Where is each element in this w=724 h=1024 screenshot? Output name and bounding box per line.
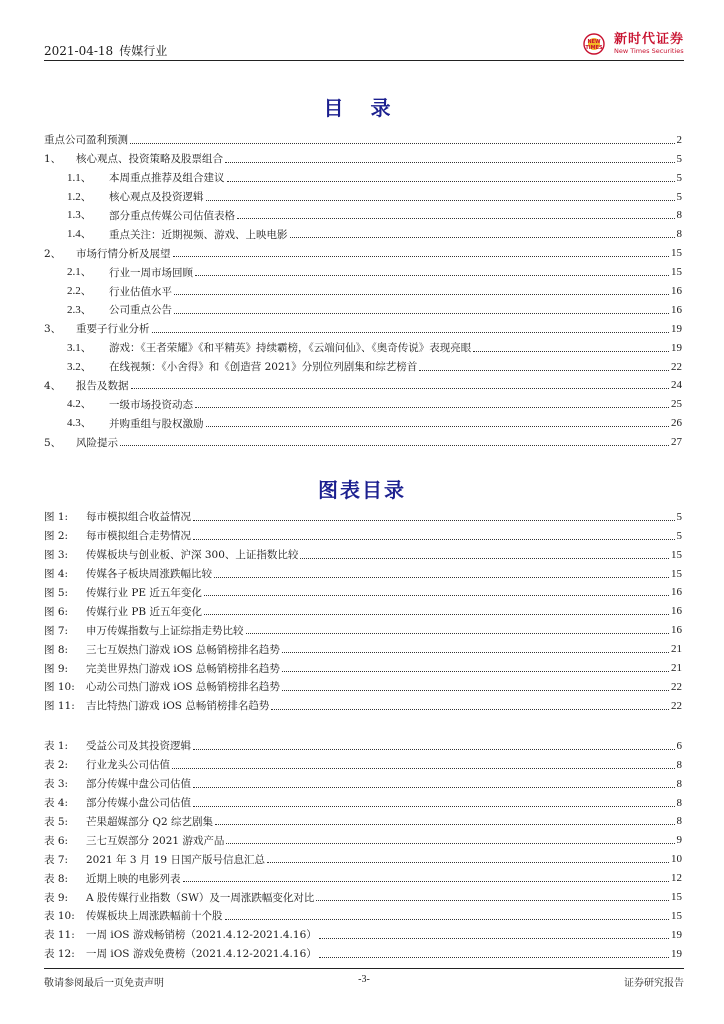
toc-entry-number: 1、: [44, 153, 62, 166]
toc-entry-leader: [195, 275, 669, 276]
figure-entry-page: 22: [671, 699, 682, 712]
figure-entry-label: 传媒各子板块周涨跌幅比较: [86, 568, 212, 581]
company-logo: [578, 30, 684, 58]
toc-entry-leader: [152, 332, 670, 333]
toc-entry-leader: [225, 162, 675, 163]
toc-entry-label: 市场行情分析及展望: [76, 247, 171, 260]
toc-entry-number: 1.2、: [67, 190, 92, 203]
toc-entry-leader: [419, 370, 669, 371]
table-entry-page: 15: [671, 909, 682, 922]
figure-entry-leader: [300, 558, 669, 559]
toc-entry-leader: [473, 351, 669, 352]
toc-entry[interactable]: [44, 221, 682, 240]
figure-entry-leader: [193, 539, 675, 540]
toc-entry-label: 一级市场投资动态: [109, 398, 193, 411]
toc-entry-page: 8: [676, 228, 682, 241]
figure-entry[interactable]: [44, 580, 682, 599]
figure-entry-label: 每市模拟组合收益情况: [86, 511, 191, 524]
toc-entry-label: 核心观点及投资逻辑: [109, 191, 204, 204]
table-entry-page: 15: [671, 891, 682, 904]
toc-entry-number: 4.2、: [67, 398, 92, 411]
figure-entry-page: 5: [676, 510, 682, 523]
toc-entry[interactable]: [44, 165, 682, 184]
figure-entry[interactable]: [44, 542, 682, 561]
toc-entry-label: 在线视频：《小舍得》和《创造营 2021》分别位列剧集和综艺榜首: [109, 361, 418, 374]
table-entry-page: 6: [676, 739, 682, 752]
toc-entry-label: 行业一周市场回顾: [109, 266, 193, 279]
figure-entry-label: 申万传媒指数与上证综指走势比较: [86, 624, 244, 637]
figure-entry-label: 吉比特热门游戏 iOS 总畅销榜排名趋势: [86, 700, 270, 713]
table-entry-label: 部分传媒小盘公司估值: [86, 797, 191, 810]
toc-title: 目 录: [323, 96, 401, 120]
table-entry-number: 表 4:: [44, 797, 69, 810]
figure-entry-page: 5: [676, 529, 682, 542]
toc-entry[interactable]: [44, 410, 682, 429]
table-of-contents: [44, 127, 682, 448]
table-entry-number: 表 8:: [44, 872, 69, 885]
table-entry-page: 12: [671, 872, 682, 885]
toc-entry[interactable]: [44, 146, 682, 165]
table-entry-number: 表 1:: [44, 740, 69, 753]
table-entry-leader: [193, 749, 675, 750]
toc-entry[interactable]: [44, 391, 682, 410]
figure-entry-number: 图 11:: [44, 700, 75, 713]
toc-entry-page: 26: [671, 417, 682, 430]
toc-entry-number: 4、: [44, 379, 62, 392]
toc-entry-number: 2.1、: [67, 266, 92, 279]
table-entry-leader: [267, 862, 669, 863]
toc-entry[interactable]: [44, 354, 682, 373]
toc-entry-number: 3.1、: [67, 341, 92, 354]
table-entry-label: 近期上映的电影列表: [86, 872, 181, 885]
toc-entry-leader: [130, 143, 675, 144]
table-entry[interactable]: [44, 884, 682, 903]
toc-entry-leader: [120, 445, 669, 446]
figure-entry-page: 16: [671, 586, 682, 599]
figure-entry-number: 图 6:: [44, 605, 69, 618]
toc-entry-page: 16: [671, 303, 682, 316]
figure-entry-number: 图 2:: [44, 530, 69, 543]
toc-entry-number: 1.3、: [67, 209, 92, 222]
logo-chinese-name: 新时代证券: [613, 32, 684, 48]
toc-entry[interactable]: [44, 203, 682, 222]
figure-entry-label: 传媒行业 PB 近五年变化: [86, 605, 202, 618]
table-entry-number: 表 12:: [44, 948, 75, 961]
toc-entry-page: 27: [671, 436, 682, 449]
table-entry-label: 2021 年 3 月 19 日国产版号信息汇总: [86, 853, 265, 866]
figure-entry-label: 三七互娱热门游戏 iOS 总畅销榜排名趋势: [86, 643, 280, 656]
table-entry[interactable]: [44, 752, 682, 771]
figure-entry-leader: [246, 633, 670, 634]
table-entry-label: 一周 iOS 游戏免费榜（2021.4.12-2021.4.16）: [86, 948, 317, 961]
toc-entry-label: 部分重点传媒公司估值表格: [109, 209, 235, 222]
figure-entry[interactable]: [44, 693, 682, 712]
table-entry-label: 行业龙头公司估值: [86, 759, 170, 772]
figure-entry[interactable]: [44, 636, 682, 655]
table-entry[interactable]: [44, 941, 682, 960]
toc-entry-page: 2: [676, 133, 682, 146]
table-entry[interactable]: [44, 809, 682, 828]
table-list: [44, 733, 682, 960]
toc-entry-leader: [173, 256, 670, 257]
figure-entry-number: 图 8:: [44, 643, 69, 656]
table-entry-number: 表 5:: [44, 815, 69, 828]
toc-entry-page: 22: [671, 360, 682, 373]
figure-entry-page: 15: [671, 567, 682, 580]
toc-entry[interactable]: [44, 335, 682, 354]
table-entry-page: 19: [671, 928, 682, 941]
toc-entry-leader: [174, 313, 669, 314]
toc-entry-page: 15: [671, 247, 682, 260]
figure-entry-label: 传媒板块与创业板、沪深 300、上证指数比较: [86, 549, 299, 562]
report-date: 2021-04-18: [44, 44, 114, 58]
toc-entry[interactable]: [44, 429, 682, 448]
report-type: 证券研究报告: [624, 978, 684, 989]
figure-entry-leader: [282, 690, 669, 691]
table-entry-label: 一周 iOS 游戏畅销榜（2021.4.12-2021.4.16）: [86, 929, 317, 942]
page-footer: [44, 968, 684, 987]
toc-entry[interactable]: [44, 297, 682, 316]
table-entry[interactable]: [44, 827, 682, 846]
figure-index-title: 图表目录: [318, 478, 406, 502]
toc-entry[interactable]: [44, 373, 682, 392]
table-entry-page: 19: [671, 947, 682, 960]
toc-entry-number: 5、: [44, 436, 62, 449]
table-entry-leader: [215, 824, 675, 825]
figure-entry[interactable]: [44, 504, 682, 523]
table-entry[interactable]: [44, 790, 682, 809]
table-entry-leader: [193, 806, 675, 807]
table-entry-page: 8: [676, 796, 682, 809]
table-entry[interactable]: [44, 733, 682, 752]
figure-entry[interactable]: [44, 617, 682, 636]
toc-entry[interactable]: [44, 259, 682, 278]
header-date-industry: [44, 42, 167, 59]
toc-entry-page: 25: [671, 398, 682, 411]
table-entry-leader: [316, 900, 669, 901]
figure-entry-number: 图 5:: [44, 586, 69, 599]
table-entry-page: 8: [676, 758, 682, 771]
table-entry[interactable]: [44, 922, 682, 941]
table-entry-number: 表 7:: [44, 853, 69, 866]
toc-entry-page: 24: [671, 379, 682, 392]
table-entry-page: 8: [676, 815, 682, 828]
toc-entry-leader: [195, 407, 669, 408]
toc-entry-page: 15: [671, 266, 682, 279]
figure-entry-leader: [282, 652, 669, 653]
toc-entry[interactable]: [44, 278, 682, 297]
figure-entry-page: 21: [671, 662, 682, 675]
figure-entry-label: 传媒行业 PE 近五年变化: [86, 586, 202, 599]
figure-entry-page: 16: [671, 605, 682, 618]
table-entry-number: 表 3:: [44, 778, 69, 791]
table-entry[interactable]: [44, 846, 682, 865]
toc-entry[interactable]: [44, 316, 682, 335]
table-entry-label: 芒果超媒部分 Q2 综艺剧集: [86, 815, 213, 828]
figure-entry-leader: [204, 614, 669, 615]
figure-entry-number: 图 10:: [44, 681, 75, 694]
toc-entry-number: 1.1、: [67, 171, 92, 184]
table-entry-label: 受益公司及其投资逻辑: [86, 740, 191, 753]
toc-entry-page: 19: [671, 341, 682, 354]
toc-entry-label: 重点关注：近期视频、游戏、上映电影: [109, 228, 288, 241]
logo-english-name: New Times Securities: [613, 47, 684, 56]
page-number: -3-: [358, 974, 370, 985]
toc-entry-page: 16: [671, 285, 682, 298]
svg-text:TIMES: TIMES: [585, 45, 603, 51]
figure-entry-page: 15: [671, 548, 682, 561]
figure-entry[interactable]: [44, 523, 682, 542]
figure-entry-page: 21: [671, 643, 682, 656]
toc-entry-leader: [206, 200, 675, 201]
table-entry-number: 表 6:: [44, 834, 69, 847]
header-divider: [44, 60, 684, 61]
toc-entry-number: 1.4、: [67, 228, 92, 241]
toc-entry-number: 3、: [44, 323, 62, 336]
toc-entry[interactable]: [44, 184, 682, 203]
toc-entry-leader: [237, 218, 675, 219]
toc-entry-leader: [131, 388, 670, 389]
page-header: [44, 30, 684, 60]
toc-entry-page: 19: [671, 322, 682, 335]
figure-entry[interactable]: [44, 561, 682, 580]
toc-entry-label: 公司重点公告: [109, 304, 172, 317]
toc-entry-number: 3.2、: [67, 360, 92, 373]
figure-entry-leader: [282, 671, 669, 672]
table-entry-label: A 股传媒行业指数（SW）及一周涨跌幅变化对比: [86, 891, 315, 904]
toc-entry-leader: [290, 237, 675, 238]
table-entry-number: 表 10:: [44, 910, 75, 923]
table-entry[interactable]: [44, 903, 682, 922]
table-entry-page: 9: [676, 834, 682, 847]
table-entry-page: 10: [671, 853, 682, 866]
figure-entry-number: 图 1:: [44, 511, 69, 524]
toc-entry-leader: [227, 181, 675, 182]
toc-entry[interactable]: [44, 240, 682, 259]
table-entry-number: 表 2:: [44, 759, 69, 772]
svg-text:NEW: NEW: [587, 39, 601, 45]
table-entry-leader: [172, 768, 675, 769]
table-entry-leader: [319, 938, 669, 939]
table-entry-label: 传媒板块上周涨跌幅前十个股: [86, 910, 223, 923]
table-entry-number: 表 9:: [44, 891, 69, 904]
figure-entry-label: 完美世界热门游戏 iOS 总畅销榜排名趋势: [86, 662, 280, 675]
figure-entry-number: 图 4:: [44, 568, 69, 581]
toc-entry-page: 8: [676, 209, 682, 222]
toc-entry-label: 重点公司盈利预测: [44, 134, 128, 147]
figure-list: [44, 504, 682, 712]
toc-entry-number: 2.3、: [67, 303, 92, 316]
figure-entry-label: 每市模拟组合走势情况: [86, 530, 191, 543]
figure-entry-page: 16: [671, 624, 682, 637]
toc-entry-label: 本周重点推荐及组合建议: [109, 172, 225, 185]
new-times-logo-icon: [578, 32, 610, 56]
toc-entry-label: 并购重组与股权激励: [109, 417, 204, 430]
figure-entry-label: 心动公司热门游戏 iOS 总畅销榜排名趋势: [86, 681, 280, 694]
toc-entry-label: 重要子行业分析: [76, 323, 150, 336]
toc-entry-number: 2、: [44, 247, 62, 260]
table-entry-leader: [226, 843, 674, 844]
toc-entry-label: 风险提示: [76, 436, 118, 449]
figure-entry-number: 图 7:: [44, 624, 69, 637]
toc-entry-page: 5: [676, 152, 682, 165]
toc-entry-page: 5: [676, 171, 682, 184]
figure-entry[interactable]: [44, 674, 682, 693]
toc-entry-label: 行业估值水平: [109, 285, 172, 298]
table-entry-leader: [193, 787, 675, 788]
figure-entry[interactable]: [44, 655, 682, 674]
toc-entry[interactable]: [44, 127, 682, 146]
table-entry-leader: [183, 881, 670, 882]
toc-entry-leader: [206, 426, 670, 427]
toc-entry-leader: [174, 294, 669, 295]
figure-entry-number: 图 9:: [44, 662, 69, 675]
table-entry-page: 8: [676, 777, 682, 790]
toc-entry-label: 核心观点、投资策略及股票组合: [76, 153, 223, 166]
toc-entry-number: 4.3、: [67, 417, 92, 430]
figure-entry-leader: [271, 709, 669, 710]
figure-entry-number: 图 3:: [44, 549, 69, 562]
table-entry-label: 部分传媒中盘公司估值: [86, 778, 191, 791]
figure-entry-leader: [193, 520, 675, 521]
table-entry-leader: [319, 957, 669, 958]
figure-entry-leader: [214, 577, 669, 578]
table-entry-number: 表 11:: [44, 929, 75, 942]
toc-entry-label: 报告及数据: [76, 379, 129, 392]
toc-entry-label: 游戏：《王者荣耀》《和平精英》持续霸榜，《云端问仙》、《奥奇传说》表现亮眼: [109, 342, 472, 355]
table-entry[interactable]: [44, 771, 682, 790]
toc-entry-number: 2.2、: [67, 285, 92, 298]
toc-entry-page: 5: [676, 190, 682, 203]
table-entry[interactable]: [44, 865, 682, 884]
figure-entry[interactable]: [44, 598, 682, 617]
table-entry-label: 三七互娱部分 2021 游戏产品: [86, 834, 225, 847]
report-industry: 传媒行业: [119, 44, 168, 58]
figure-entry-page: 22: [671, 680, 682, 693]
table-entry-leader: [225, 919, 670, 920]
figure-entry-leader: [204, 595, 669, 596]
disclaimer-note: 敬请参阅最后一页免责声明: [44, 978, 164, 989]
